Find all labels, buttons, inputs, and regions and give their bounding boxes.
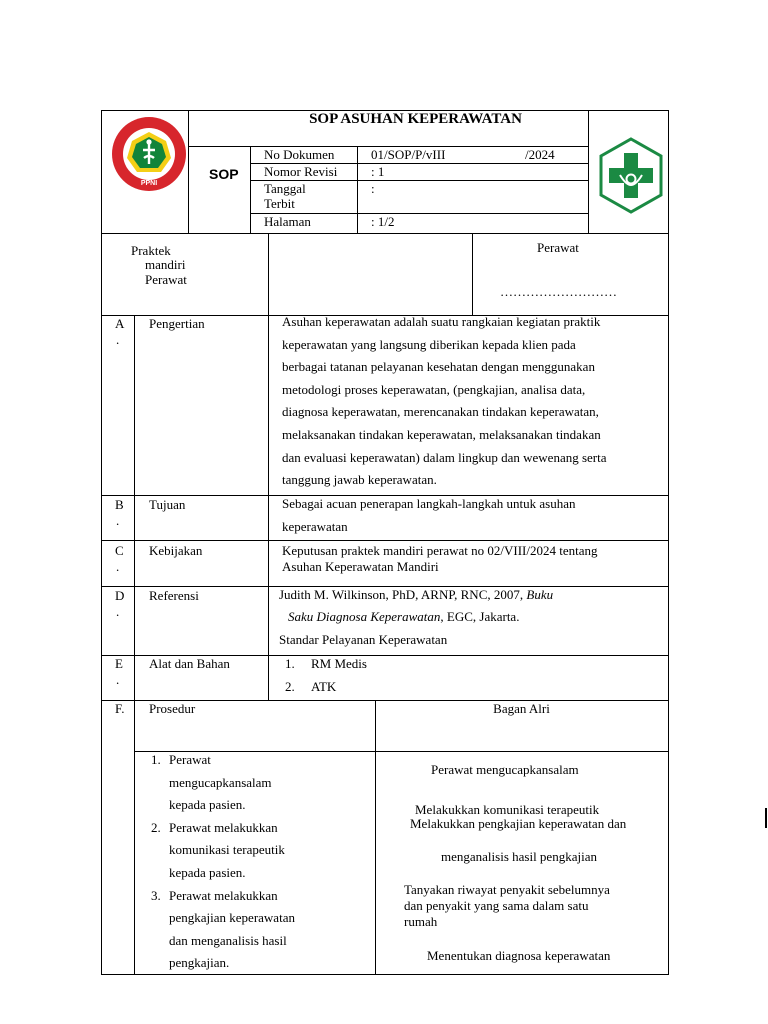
text-line: keperawatan xyxy=(282,518,348,534)
text-line: diagnosa keperawatan, merencanakan tindakan keperawatan, xyxy=(282,404,599,420)
reference-publisher: , EGC, Jakarta. xyxy=(440,609,520,624)
text-line: berbagai tatanan pelayanan kesehatan dengan menggunakan xyxy=(282,359,595,375)
list-number: 2. xyxy=(285,679,295,694)
list-text: RM Medis xyxy=(311,656,367,671)
meta-value: : 1/2 xyxy=(371,214,395,229)
flow-step: dan penyakit yang sama dalam satu xyxy=(404,898,589,913)
text-line: mengucapkansalam xyxy=(169,774,272,790)
text-line: Asuhan Keperawatan Mandiri xyxy=(282,559,439,574)
section-c-text xyxy=(282,543,598,575)
meta-value: : 1 xyxy=(371,164,385,179)
text-line: kepada pasien. xyxy=(169,864,246,880)
flow-step: Tanyakan riwayat penyakit sebelumnya xyxy=(404,882,610,897)
procedure-steps xyxy=(151,749,295,975)
ppni-logo xyxy=(111,116,187,192)
text-line: kepada pasien. xyxy=(169,797,246,813)
meta-value: 01/SOP/P/vIII xyxy=(371,147,446,162)
text-line: Perawat melakukkan xyxy=(169,819,278,835)
section-c-label: Kebijakan xyxy=(149,543,203,558)
section-a-letter: A xyxy=(115,316,125,331)
text-line: komunikasi terapeutik xyxy=(169,842,285,858)
text-line: melaksanakan tindakan keperawatan, melaksanakan tindakan xyxy=(282,426,601,442)
section-c-dot: . xyxy=(116,559,120,574)
health-cross-logo xyxy=(598,137,664,215)
meta-label: Tanggal xyxy=(264,181,306,196)
section-f-label: Prosedur xyxy=(149,701,196,716)
flow-step: rumah xyxy=(404,914,438,929)
section-b-label: Tujuan xyxy=(149,497,186,512)
flow-step: Melakukkan pengkajian keperawatan dan xyxy=(410,816,627,831)
meta-label: No Dokumen xyxy=(264,147,335,162)
procedure-step xyxy=(151,749,295,817)
step-number: 1. xyxy=(151,752,161,767)
section-d-dot: . xyxy=(116,604,120,619)
flowchart-header: Bagan Alri xyxy=(493,701,550,716)
text-line: metodologi proses keperawatan, (pengkajian, analisa data, xyxy=(282,381,586,397)
list-text: ATK xyxy=(311,679,337,694)
text-line: dan menganalisis hasil xyxy=(169,932,287,948)
procedure-step xyxy=(151,885,295,975)
meta-label: Nomor Revisi xyxy=(264,164,338,179)
text-line: pengkajian. xyxy=(169,955,230,971)
nurse-label: Perawat xyxy=(537,240,579,255)
flow-step: menganalisis hasil pengkajian xyxy=(441,849,597,864)
flow-step: Menentukan diagnosa keperawatan xyxy=(427,948,611,963)
practice-label-line: Perawat xyxy=(145,272,187,287)
text-line: Keputusan praktek mandiri perawat no 02/VIII/2024 tentang xyxy=(282,543,598,558)
reference-author: Judith M. Wilkinson, PhD, ARNP, RNC, 2007, xyxy=(279,587,527,602)
svg-text:PPNI: PPNI xyxy=(140,180,158,187)
section-f-letter: F. xyxy=(115,701,125,716)
procedure-step xyxy=(151,817,295,885)
section-d-label: Referensi xyxy=(149,588,199,603)
step-number: 2. xyxy=(151,819,161,835)
meta-label: Terbit xyxy=(264,196,295,211)
text-line: Perawat xyxy=(169,752,211,767)
reference-book-title: Buku xyxy=(526,587,554,602)
reference-book-title: Saku Diagnosa Keperawatan xyxy=(288,609,441,624)
section-a-text xyxy=(282,311,607,492)
section-e-dot: . xyxy=(116,672,120,687)
flow-step: Perawat mengucapkansalam xyxy=(431,762,579,777)
reference-1 xyxy=(279,584,664,607)
text-line: keperawatan yang langsung diberikan kepada klien pada xyxy=(282,336,576,352)
text-line: Perawat melakukkan xyxy=(169,887,278,903)
meta-value-year: /2024 xyxy=(525,147,555,162)
text-line: pengkajian keperawatan xyxy=(169,910,295,926)
sop-label: SOP xyxy=(209,166,239,182)
section-c-letter: C xyxy=(115,543,124,558)
section-e-letter: E xyxy=(115,656,123,671)
reference-2: Standar Pelayanan Keperawatan xyxy=(279,632,448,647)
flow-step: Melakukkan komunikasi terapeutik xyxy=(415,802,600,817)
signature-dots: ……………………… xyxy=(500,284,617,299)
section-b-dot: . xyxy=(116,513,120,528)
text-line: dan evaluasi keperawatan) dalam lingkup dan wewenang serta xyxy=(282,449,607,465)
section-d-letter: D xyxy=(115,588,125,603)
section-b-text xyxy=(282,493,575,538)
list-number: 1. xyxy=(285,656,295,671)
reference-1-cont xyxy=(288,606,519,629)
document-title: SOP ASUHAN KEPERAWATAN xyxy=(309,111,522,127)
text-line: Sebagai acuan penerapan langkah-langkah untuk asuhan xyxy=(282,496,576,511)
section-e-label: Alat dan Bahan xyxy=(149,656,230,671)
meta-label: Halaman xyxy=(264,214,311,229)
section-a-dot: . xyxy=(116,332,120,347)
section-b-letter: B xyxy=(115,497,124,512)
practice-label-line: Praktek xyxy=(131,243,171,258)
step-number: 3. xyxy=(151,887,161,903)
meta-value: : xyxy=(371,181,375,196)
text-line: tanggung jawab keperawatan. xyxy=(282,472,437,488)
section-a-label: Pengertian xyxy=(149,316,205,331)
text-line: Asuhan keperawatan adalah suatu rangkaian kegiatan praktik xyxy=(282,314,601,329)
practice-label-line: mandiri xyxy=(145,257,186,272)
